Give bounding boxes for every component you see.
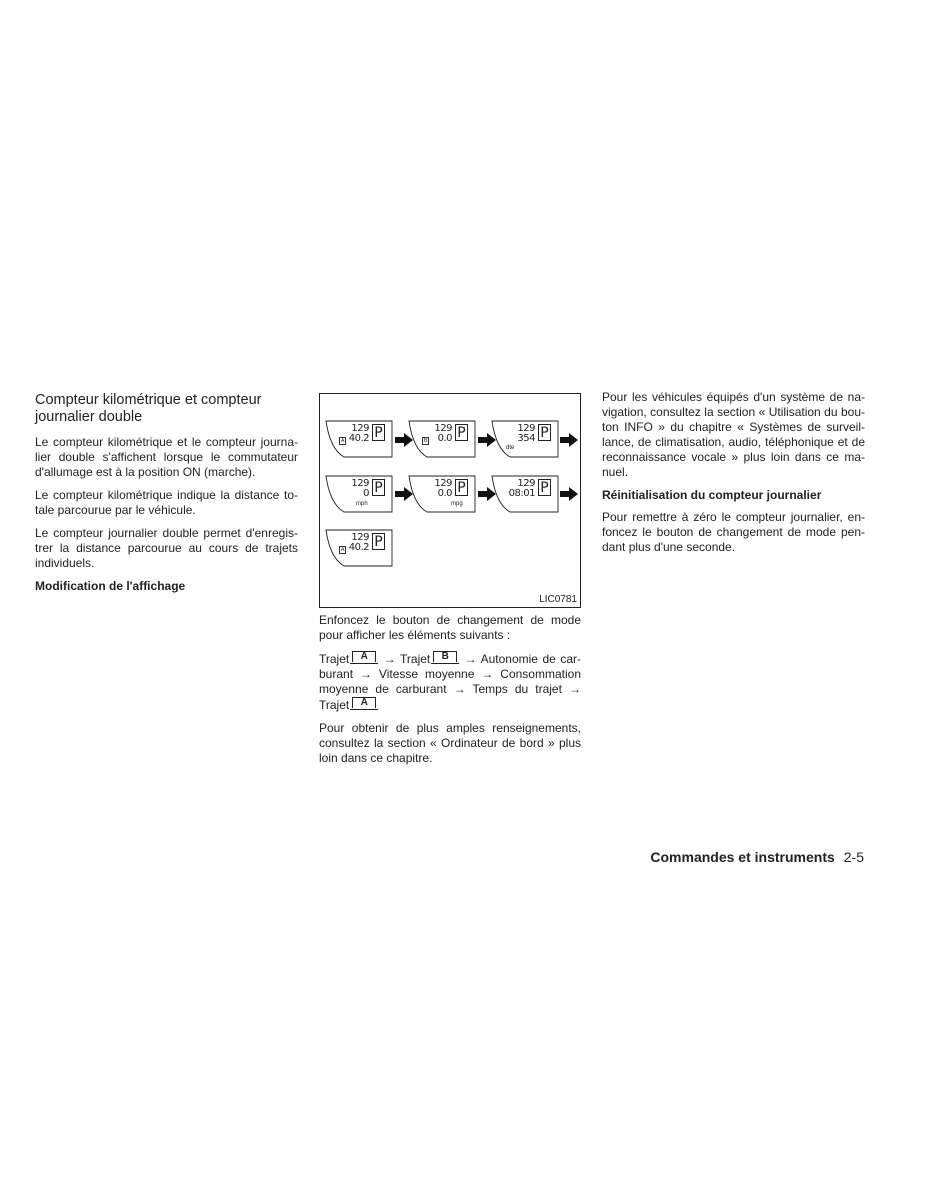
park-indicator: P: [538, 479, 551, 496]
trip-a-mode-label: A: [341, 438, 345, 444]
display-trip-time: [490, 474, 560, 514]
display-odometer-value: 129: [351, 478, 369, 489]
trip-a-key: [350, 651, 378, 664]
display-trip-a: [324, 419, 394, 459]
middle-column: [319, 613, 581, 774]
unit-label-mpg: mpg: [451, 501, 463, 507]
display-speed-value: 0: [363, 488, 369, 499]
left-column: [35, 390, 298, 601]
display-trip-b: [407, 419, 477, 459]
park-indicator: P: [372, 479, 385, 496]
paragraph-reset: Pour remettre à zéro le compteur journalier, en-foncez le bouton de changement de mode pen-dant plus d'une seconde.: [602, 510, 865, 554]
trip-b-key: [431, 651, 459, 664]
page-number: 2-5: [843, 849, 864, 865]
display-economy-value: 0.0: [437, 488, 452, 499]
paragraph-odometer: Le compteur kilométrique indique la distance to-tale parcourue par le véhicule.: [35, 488, 298, 517]
display-odometer-value: 129: [517, 423, 535, 434]
section-title: Compteur kilométrique et compteur journalier double: [35, 392, 262, 425]
display-odometer-value: 129: [434, 423, 452, 434]
display-average-speed: [324, 474, 394, 514]
paragraph-press-mode: Enfoncez le bouton de changement de mode pour afficher les éléments suivants :: [319, 613, 581, 642]
trip-a-key-label: A: [352, 697, 376, 708]
display-odometer-value: 129: [351, 423, 369, 434]
display-distance-to-empty: [490, 419, 560, 459]
right-arrow-icon: [560, 487, 578, 501]
paragraph-navigation: Pour les véhicules équipés d'un système de na-vigation, consultez la section « Utilisation du bou-ton INFO » du chapitre « Systèmes de surveil-lance, de climatisation, audio, téléphonique et de reconnaissance vocale » plus loin dans ce ma-nuel.: [602, 390, 865, 479]
park-indicator: P: [455, 424, 468, 441]
park-indicator: P: [372, 533, 385, 550]
display-trip-value: 40.2: [348, 433, 369, 444]
trip-b-key-label: B: [433, 651, 457, 662]
park-indicator: P: [538, 424, 551, 441]
park-indicator: P: [372, 424, 385, 441]
display-trip-value: 0.0: [437, 433, 452, 444]
display-odometer-value: 129: [434, 478, 452, 489]
paragraph-trip-computer: Pour obtenir de plus amples renseignements, consultez la section « Ordinateur de bord » plus loin dans ce chapitre.: [319, 721, 581, 765]
trip-a-key: [350, 697, 378, 710]
trip-a-mode-label: A: [341, 547, 345, 553]
paragraph-trip-meter: Le compteur journalier double permet d'enregis-trer la distance parcourue au cours de trajets individuels.: [35, 526, 298, 570]
display-trip-a-return: [324, 528, 394, 568]
paragraph-intro: Le compteur kilométrique et le compteur journa-lier double s'affichent lorsque le commutateur d'allumage est à la position ON (marche).: [35, 435, 298, 479]
figure-code: LIC0781: [539, 594, 577, 605]
unit-label-dte: dte: [506, 445, 515, 451]
park-indicator: P: [455, 479, 468, 496]
unit-label-mph: mph: [356, 501, 368, 507]
trip-b-mode-label: B: [424, 438, 428, 444]
trip-a-key-label: A: [352, 651, 376, 662]
display-range-value: 354: [517, 433, 535, 444]
odometer-display-figure: [319, 393, 581, 608]
display-fuel-economy: [407, 474, 477, 514]
display-odometer-value: 129: [351, 532, 369, 543]
display-time-value: 08:01: [508, 488, 535, 499]
footer-section-title: Commandes et instruments: [650, 849, 835, 865]
display-trip-value: 40.2: [348, 542, 369, 553]
sequence-arrow-trajet: → Trajet: [379, 652, 431, 666]
right-arrow-icon: [560, 433, 578, 447]
sequence-rest: → Autonomie de car-burant → Vitesse moyenne → Consommation moyenne de carburant → Temps du trajet → Trajet: [319, 652, 581, 712]
subheading-reset: Réinitialisation du compteur journalier: [602, 488, 822, 502]
page-footer: [650, 849, 864, 865]
paragraph-display-sequence: [319, 651, 581, 713]
display-odometer-value: 129: [517, 478, 535, 489]
right-column: [602, 390, 865, 563]
sequence-trajet-label: Trajet: [319, 652, 350, 666]
subheading-display-change: Modification de l'affichage: [35, 579, 186, 593]
